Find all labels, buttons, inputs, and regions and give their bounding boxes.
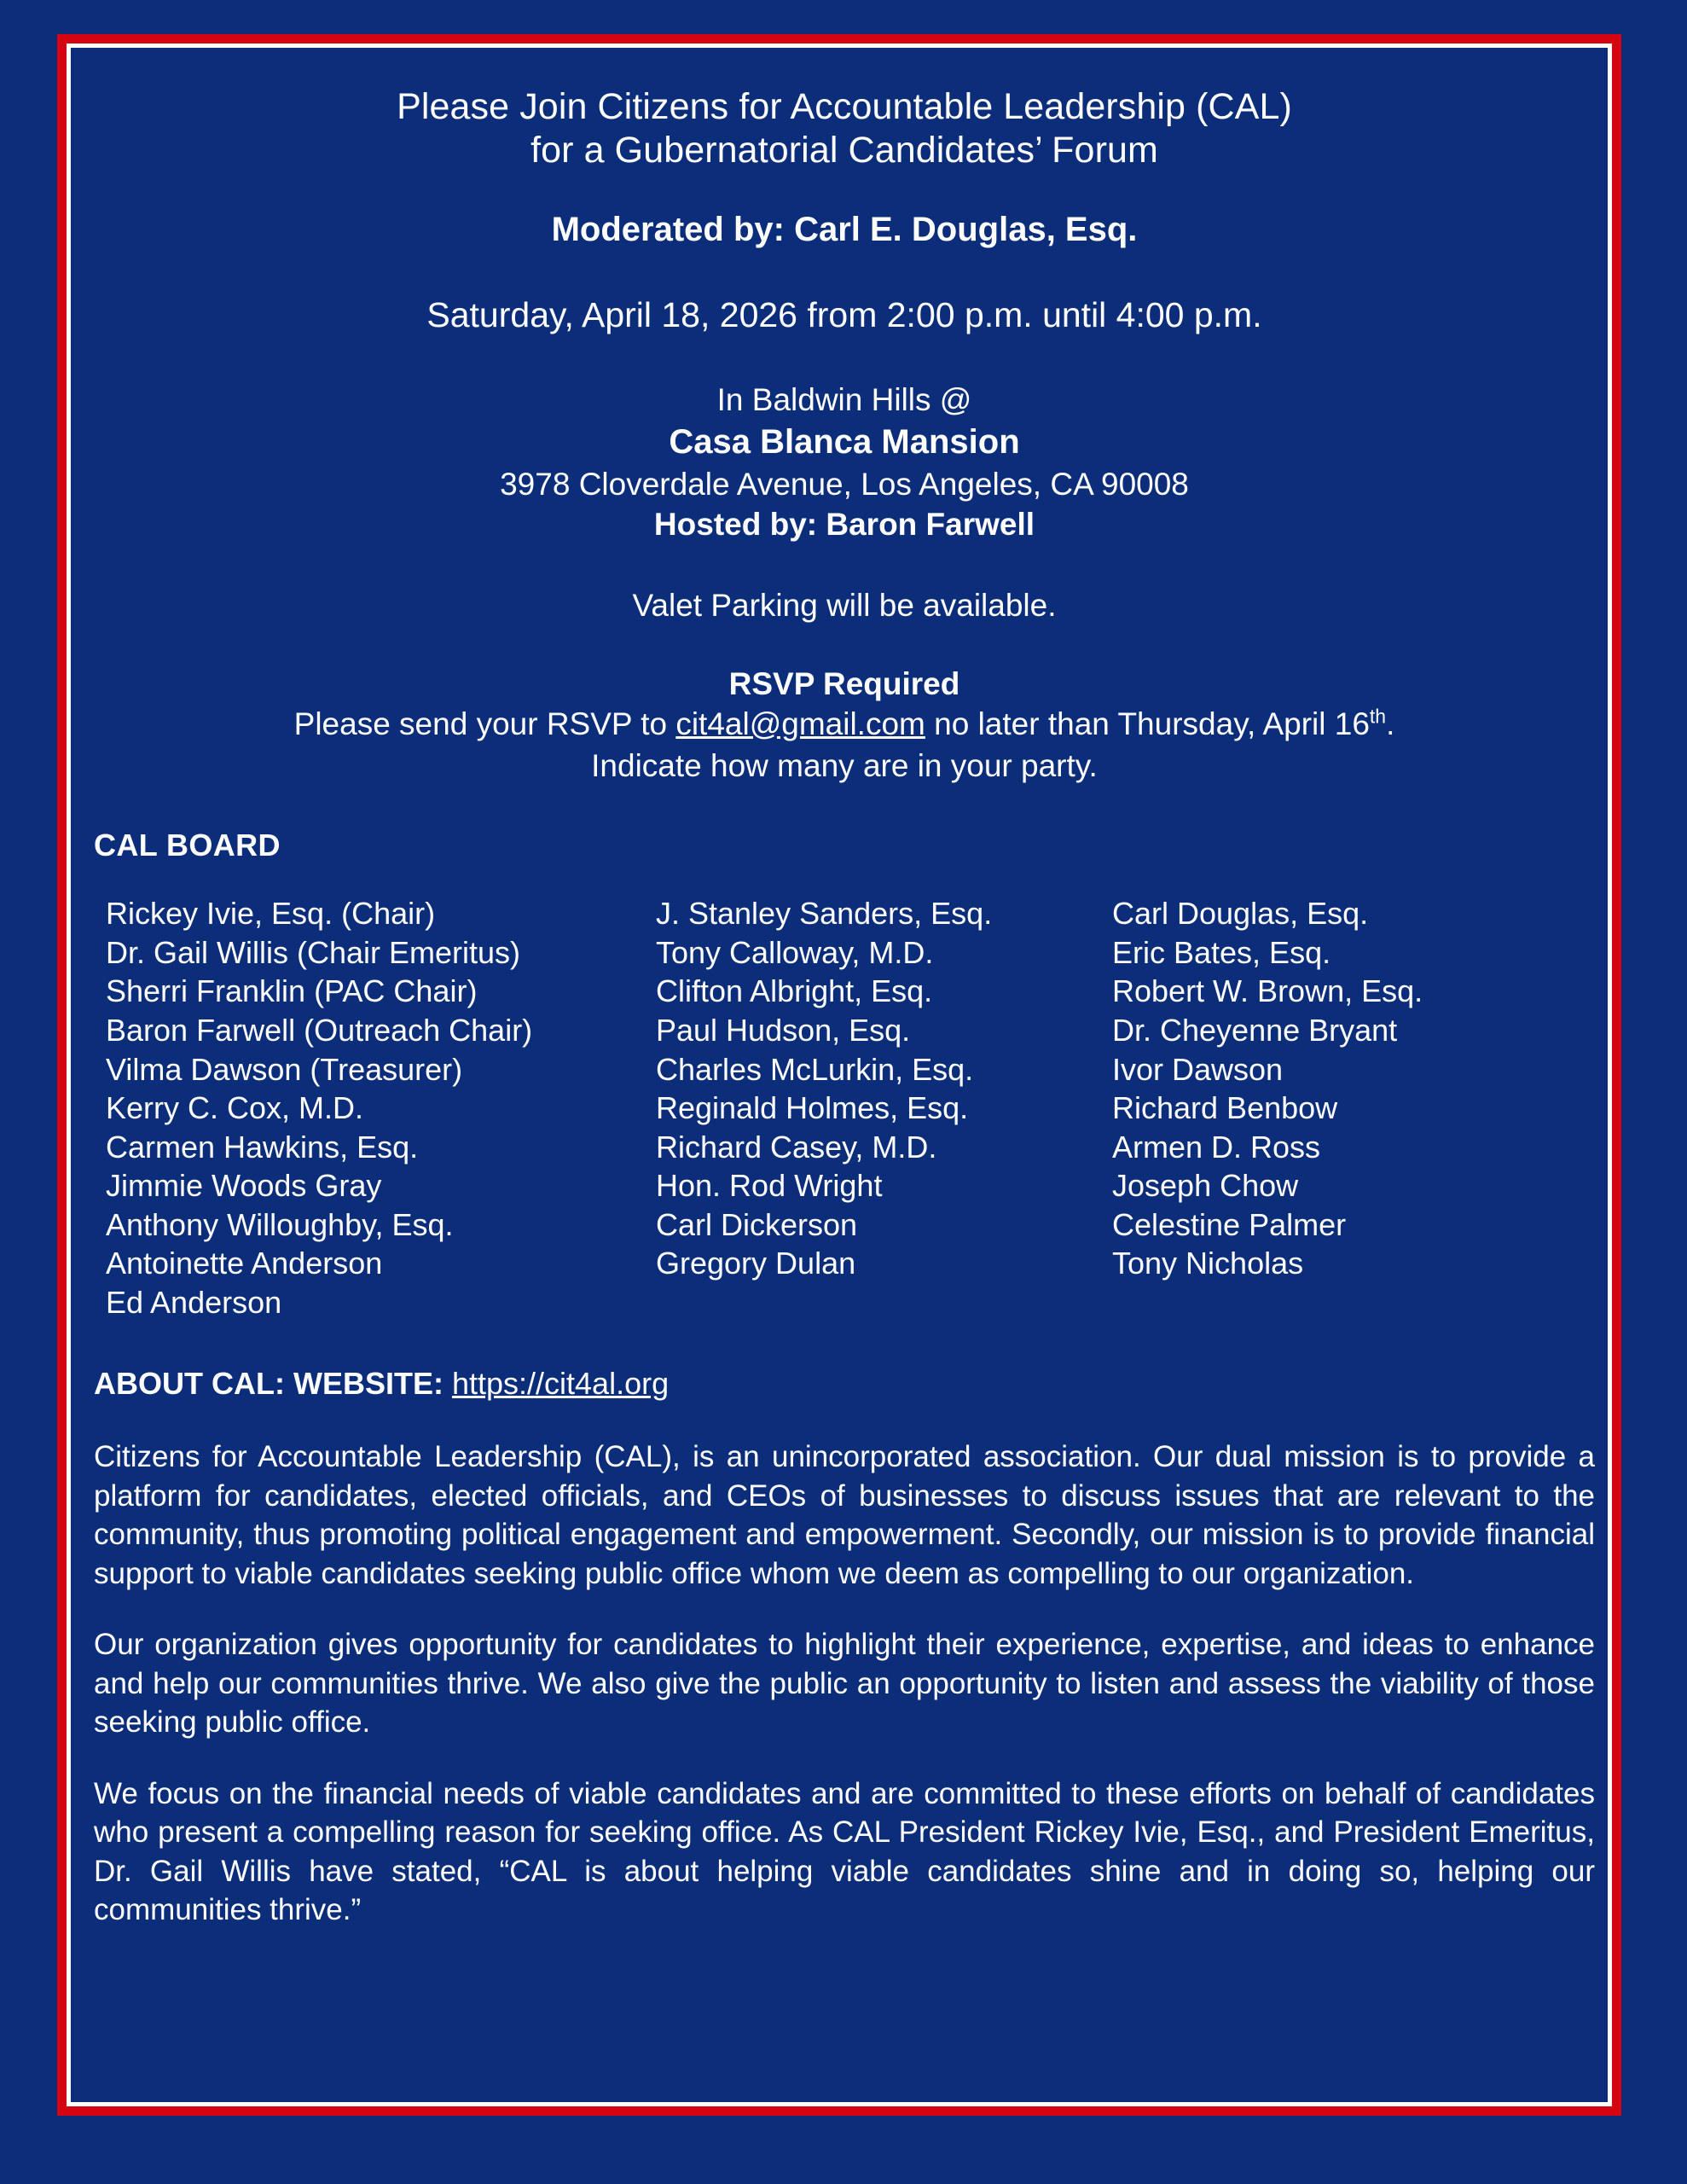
board-member: Armen D. Ross [1112, 1129, 1321, 1165]
board-member: Eric Bates, Esq. [1112, 934, 1331, 970]
moderator-line: Moderated by: Carl E. Douglas, Esq. [551, 211, 1138, 249]
board-member: Paul Hudson, Esq. [656, 1012, 911, 1048]
board-section-title: CAL BOARD [94, 828, 281, 863]
board-member: Richard Casey, M.D. [656, 1129, 937, 1165]
rsvp-text-before: Please send your RSVP to [293, 706, 676, 741]
board-member: Clifton Albright, Esq. [656, 973, 933, 1009]
flyer-content [94, 60, 1595, 1930]
venue-block [94, 380, 1595, 544]
board-member-columns [94, 894, 1595, 1321]
board-column-1 [94, 894, 656, 1321]
rsvp-text-period: . [1386, 706, 1395, 741]
rsvp-text-after: no later than Thursday, April 16 [925, 706, 1370, 741]
board-member: Baron Farwell (Outreach Chair) [106, 1012, 533, 1048]
board-member: Sherri Franklin (PAC Chair) [106, 973, 478, 1009]
board-member: Charles McLurkin, Esq. [656, 1051, 974, 1087]
venue-address: 3978 Cloverdale Avenue, Los Angeles, CA 90008 [500, 467, 1189, 502]
rsvp-heading: RSVP Required [728, 665, 960, 701]
board-member: Dr. Cheyenne Bryant [1112, 1012, 1398, 1048]
about-paragraph-2: Our organization gives opportunity for candidates to highlight their experience, expertise, and ideas to enhance and help our communities thrive. We also give the public an opportunity to listen and assess the viability of those seeking public office. [94, 1628, 1595, 1740]
board-member: Ivor Dawson [1112, 1051, 1284, 1087]
board-column-3 [1112, 894, 1590, 1321]
venue-name: Casa Blanca Mansion [669, 422, 1020, 461]
board-member: Reginald Holmes, Esq. [656, 1090, 969, 1126]
board-member: Tony Nicholas [1112, 1246, 1304, 1281]
rsvp-instructions [94, 704, 1595, 787]
page-title [94, 85, 1595, 171]
venue-neighborhood: In Baldwin Hills @ [716, 382, 972, 418]
about-cal-label: ABOUT CAL: WEBSITE: [94, 1366, 452, 1402]
board-member: Vilma Dawson (Treasurer) [106, 1051, 463, 1087]
rsvp-email-link[interactable]: cit4al@gmail.com [675, 706, 925, 741]
board-member: Robert W. Brown, Esq. [1112, 973, 1423, 1009]
valet-parking-note: Valet Parking will be available. [632, 587, 1057, 623]
about-paragraph-3: We focus on the financial needs of viable candidates and are committed to these efforts on behalf of candidates who present a compelling reason for seeking office. As CAL President Rickey Ivie, Esq., and President Emeritus, Dr. Gail Willis have stated, “CAL is about helping viable candidates shine and in doing so, helping our communities thrive.” [94, 1776, 1595, 1927]
venue-host: Hosted by: Baron Farwell [653, 507, 1035, 543]
rsvp-date-ordinal-suffix: th [1369, 705, 1387, 728]
board-member: Jimmie Woods Gray [106, 1168, 382, 1204]
board-member: Carmen Hawkins, Esq. [106, 1129, 419, 1165]
board-member: Rickey Ivie, Esq. (Chair) [106, 896, 436, 932]
board-member: Joseph Chow [1112, 1168, 1299, 1204]
about-cal-heading [94, 1366, 1595, 1402]
about-paragraph-1: Citizens for Accountable Leadership (CAL), is an unincorporated association. Our dual mission is to provide a platform for candidates, elected officials, and CEOs of businesses to discuss issues that are relevant to the community, thus promoting political engagement and empowerment. Secondly, our mission is to provide financial support to viable candidates seeking public office whom we deem as compelling to our organization. [94, 1440, 1595, 1590]
website-link[interactable]: https://cit4al.org [451, 1366, 670, 1402]
board-member: Antoinette Anderson [106, 1246, 383, 1281]
rsvp-party-size-note: Indicate how many are in your party. [591, 747, 1098, 783]
board-member: Tony Calloway, M.D. [656, 934, 934, 970]
board-member: J. Stanley Sanders, Esq. [656, 896, 993, 932]
board-member: Celestine Palmer [1112, 1206, 1347, 1242]
event-datetime: Saturday, April 18, 2026 from 2:00 p.m. until 4:00 p.m. [426, 295, 1262, 335]
board-member: Carl Douglas, Esq. [1112, 896, 1369, 932]
board-member: Gregory Dulan [656, 1246, 856, 1281]
board-member: Hon. Rod Wright [656, 1168, 883, 1204]
board-column-2 [656, 894, 1112, 1321]
board-member: Kerry C. Cox, M.D. [106, 1090, 364, 1126]
board-member: Carl Dickerson [656, 1206, 858, 1242]
headline-line-1: Please Join Citizens for Accountable Leadership (CAL) [397, 86, 1292, 127]
board-member: Dr. Gail Willis (Chair Emeritus) [106, 934, 521, 970]
board-member: Ed Anderson [106, 1284, 282, 1320]
headline-line-2: for a Gubernatorial Candidates’ Forum [530, 129, 1158, 171]
board-member: Anthony Willoughby, Esq. [106, 1206, 454, 1242]
board-member: Richard Benbow [1112, 1090, 1338, 1126]
